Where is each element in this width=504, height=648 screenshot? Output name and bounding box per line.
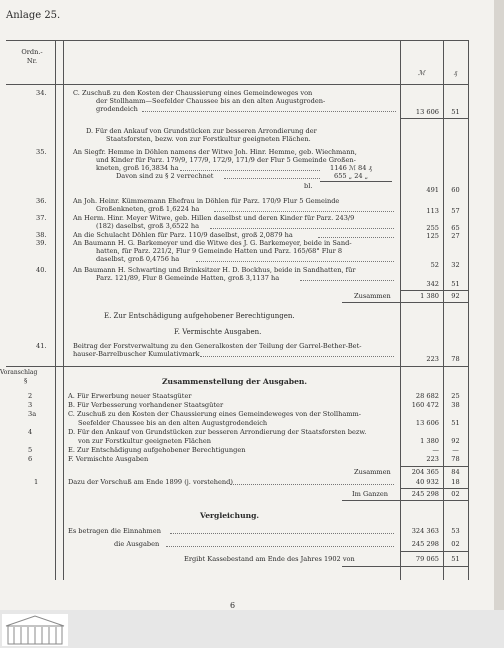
amount-mark: 342: [426, 280, 439, 288]
dot-leader: [170, 533, 394, 534]
sum-rule: [400, 551, 468, 552]
entry-note: bl.: [304, 182, 313, 190]
amount-mark: 28 682: [415, 392, 439, 400]
amount-mark: 160 472: [411, 401, 439, 409]
grand-total-label: Im Ganzen: [352, 490, 389, 498]
amount-pf: 51: [451, 419, 460, 427]
amount-pf: 53: [451, 527, 460, 535]
amount-mark: 324 363: [411, 527, 439, 535]
paragraph-number: 3: [28, 401, 33, 409]
summary-text: F. Vermischte Ausgaben: [68, 455, 149, 463]
amount-mark: 245 298: [411, 490, 439, 498]
entry-text: hauser-Barrelbuscher Kumulativmark: [73, 350, 200, 358]
entry-text: (182) daselbst, groß 3,6522 ha: [96, 222, 200, 230]
entry-text: Davon sind zu § 2 verrechnet: [116, 172, 214, 180]
paragraph-number: 6: [28, 455, 33, 463]
summary-text: Dazu der Vorschuß am Ende 1899 (j. vorstehend): [68, 478, 233, 486]
entry-text: C. Zuschuß zu den Kosten der Chaussierung eines Gemeindeweges von: [73, 89, 313, 97]
amount-pf: 38: [451, 401, 460, 409]
amount-pf: 51: [451, 280, 460, 288]
column-rule-2: [63, 40, 64, 580]
amount-mark: 125: [426, 232, 439, 240]
comparison-text: die Ausgaben: [114, 540, 160, 548]
entry-number: 37.: [36, 214, 47, 222]
entry-text: und Kinder für Parz. 179/9, 177/9, 172/9, 171/9 der Flur 5 Gemeinde Großen-: [96, 156, 356, 164]
amount-mark: 40 932: [415, 478, 439, 486]
amount-pf: 51: [451, 555, 460, 563]
amount-mark: 13 606: [415, 419, 439, 427]
amount-pf: 18: [451, 478, 460, 486]
entry-number: 34.: [36, 89, 47, 97]
summary-text: von zur Forstkultur geeigneten Flächen: [78, 437, 211, 445]
dot-leader: [224, 178, 320, 179]
amount-pf: 92: [451, 437, 460, 445]
amount-pf: 78: [451, 355, 460, 363]
entry-number: 41.: [36, 342, 47, 350]
sum-rule: [342, 500, 468, 501]
amount-pf: 51: [451, 108, 460, 116]
amount-pf: 25: [451, 392, 460, 400]
entry-number: 38.: [36, 231, 47, 239]
summary-title: Zusammenstellung der Ausgaben.: [162, 377, 308, 386]
col-header-ordn: Ordn.-: [21, 48, 43, 56]
page-edge-shadow: [494, 0, 504, 610]
section-rule: [6, 366, 468, 367]
sum-rule: [400, 290, 468, 291]
entry-text: hatten, für Parz. 221/2, Flur 9 Gemeinde Hatten und Parz. 165/68° Flur 8: [96, 247, 343, 255]
library-building-logo: [2, 614, 68, 646]
dot-leader: [210, 228, 394, 229]
paragraph-number: 3a: [28, 410, 37, 418]
entry-number: 35.: [36, 148, 47, 156]
comparison-title: Vergleichung.: [200, 511, 260, 520]
summary-text: Seefelder Chaussee bis an den alten Augustgrodendeich: [78, 419, 268, 427]
amount-pf: 32: [451, 261, 460, 269]
amount-mark: —: [432, 446, 439, 454]
amount-pf: —: [452, 446, 459, 454]
amount-mark: 79 065: [415, 555, 439, 563]
amount-pf: 84: [451, 468, 460, 476]
amount-mark: 113: [426, 207, 439, 215]
section-heading: Staatsforsten, bezw. von zur Forstkultur geeigneten Flächen.: [106, 135, 311, 143]
amount-pf: 65: [451, 224, 460, 232]
summary-text: A. Für Erwerbung neuer Staatsgüter: [68, 392, 192, 400]
entry-text: An Baumann H. G. Barkemeyer und die Witwe des J. G. Barkemeyer, beide in Sand-: [73, 239, 352, 247]
entry-text: An Herm. Hinr. Meyer Witwe, geb. Hillen daselbst und deren Kinder für Parz. 243/9: [73, 214, 355, 222]
sum-rule: [400, 118, 468, 119]
comparison-text: Ergibt Kassebestand am Ende des Jahres 1902 von: [184, 555, 355, 563]
entry-text: daselbst, groß 0,4756 ha: [96, 255, 180, 263]
amount-pf: 27: [451, 232, 460, 240]
summary-text: B. Für Verbesserung vorhandener Staatsgüter: [68, 401, 224, 409]
subtotal-label: Zusammen: [354, 292, 391, 300]
sum-rule: [342, 302, 468, 303]
amount-mark: 52: [430, 261, 439, 269]
entry-text: An die Schulacht Döhlen für Parz. 110/9 daselbst, groß 2,0879 ha: [73, 231, 293, 239]
entry-subvalue: 1146 ℳ 84 ₰: [330, 164, 372, 172]
amount-pf: 02: [451, 540, 460, 548]
dot-leader: [200, 356, 394, 357]
dot-leader: [180, 170, 320, 171]
entry-text: grodendeich: [96, 105, 138, 113]
section-heading: F. Vermischte Ausgaben.: [174, 328, 262, 336]
paragraph-number: 5: [28, 446, 33, 454]
paragraph-number: 4: [28, 428, 33, 436]
dot-leader: [196, 261, 394, 262]
col-header-mark: ℳ: [417, 69, 426, 77]
amount-pf: 60: [451, 186, 460, 194]
amount-pf: 78: [451, 455, 460, 463]
paragraph-label: §: [24, 377, 28, 385]
comparison-text: Es betragen die Einnahmen: [68, 527, 161, 535]
section-heading: D. Für den Ankauf von Grundstücken zur besseren Arrondierung der: [86, 127, 317, 135]
entry-number: 36.: [36, 197, 47, 205]
dot-leader: [230, 484, 394, 485]
entry-text: Beitrag der Forstverwaltung zu den Generalkosten der Teilung der Garrel-Bether-Bet-: [73, 342, 362, 350]
dot-leader: [166, 546, 394, 547]
column-rule-3: [400, 40, 401, 580]
entry-text: An Siegfr. Hemme in Döhlen namens der Witwe Joh. Hinr. Hemme, geb. Wiechmann,: [73, 148, 357, 156]
annex-title: Anlage 25.: [6, 10, 61, 21]
amount-pf: 92: [451, 292, 460, 300]
summary-text: D. Für den Ankauf von Grundstücken zur besseren Arrondierung der Staatsforsten bezw.: [68, 428, 367, 436]
column-rule-4: [443, 40, 444, 580]
amount-mark: 245 298: [411, 540, 439, 548]
entry-text: Parz. 121/89, Flur 8 Gemeinde Hatten, groß 3,1137 ha: [96, 274, 280, 282]
sum-rule: [400, 488, 468, 489]
viewer-footer: [0, 610, 504, 648]
entry-text: der Stollhamm—Seefelder Chaussee bis an den alten Augustgroden-: [96, 97, 326, 105]
amount-mark: 491: [426, 186, 439, 194]
entry-text: An Joh. Heinr. Kümmemann Ehefrau in Döhlen für Parz. 170/9 Flur 5 Gemeinde: [73, 197, 340, 205]
summary-text: E. Zur Entschädigung aufgehobener Berechtigungen: [68, 446, 246, 454]
table-top-rule: [6, 40, 468, 41]
page-number: 6: [230, 601, 236, 610]
amount-mark: 1 380: [420, 292, 439, 300]
entry-text: Großenkneten, groß 1,6224 ha: [96, 205, 200, 213]
header-bottom-rule: [6, 84, 468, 85]
amount-mark: 204 365: [411, 468, 439, 476]
dot-leader: [142, 111, 396, 112]
entry-number: 40.: [36, 266, 47, 274]
amount-mark: 255: [426, 224, 439, 232]
amount-mark: 13 606: [415, 108, 439, 116]
dot-leader: [318, 237, 394, 238]
column-rule-5: [468, 40, 469, 580]
section-heading: E. Zur Entschädigung aufgehobener Berechtigungen.: [104, 312, 295, 320]
col-header-pfennig: ₰: [453, 69, 458, 77]
paragraph-number: 1: [34, 478, 39, 486]
amount-mark: 223: [426, 355, 439, 363]
sum-rule: [342, 566, 468, 567]
dot-leader: [214, 211, 394, 212]
subtotal-label: Zusammen: [354, 468, 391, 476]
amount-pf: 57: [451, 207, 460, 215]
amount-mark: 223: [426, 455, 439, 463]
amount-mark: 1 380: [420, 437, 439, 445]
entry-number: 39.: [36, 239, 47, 247]
column-rule-1: [55, 40, 56, 580]
amount-pf: 02: [451, 490, 460, 498]
sum-rule: [400, 466, 468, 467]
voranschlag-label: Voranschlag: [0, 369, 38, 376]
col-header-nr: Nr.: [26, 57, 38, 65]
summary-text: C. Zuschuß zu den Kosten der Chaussierung eines Gemeindeweges von der Stollhamm-: [68, 410, 362, 418]
entry-text: An Baumann H. Schwarting und Brinksitzer H. D. Bockhus, beide in Sandhatten, für: [73, 266, 356, 274]
entry-subvalue: 655 „ 24 „: [334, 172, 369, 180]
dot-leader: [300, 280, 394, 281]
entry-text: kneten, groß 16,3834 ha: [96, 164, 179, 172]
paragraph-number: 2: [28, 392, 33, 400]
sub-rule: [320, 181, 392, 182]
